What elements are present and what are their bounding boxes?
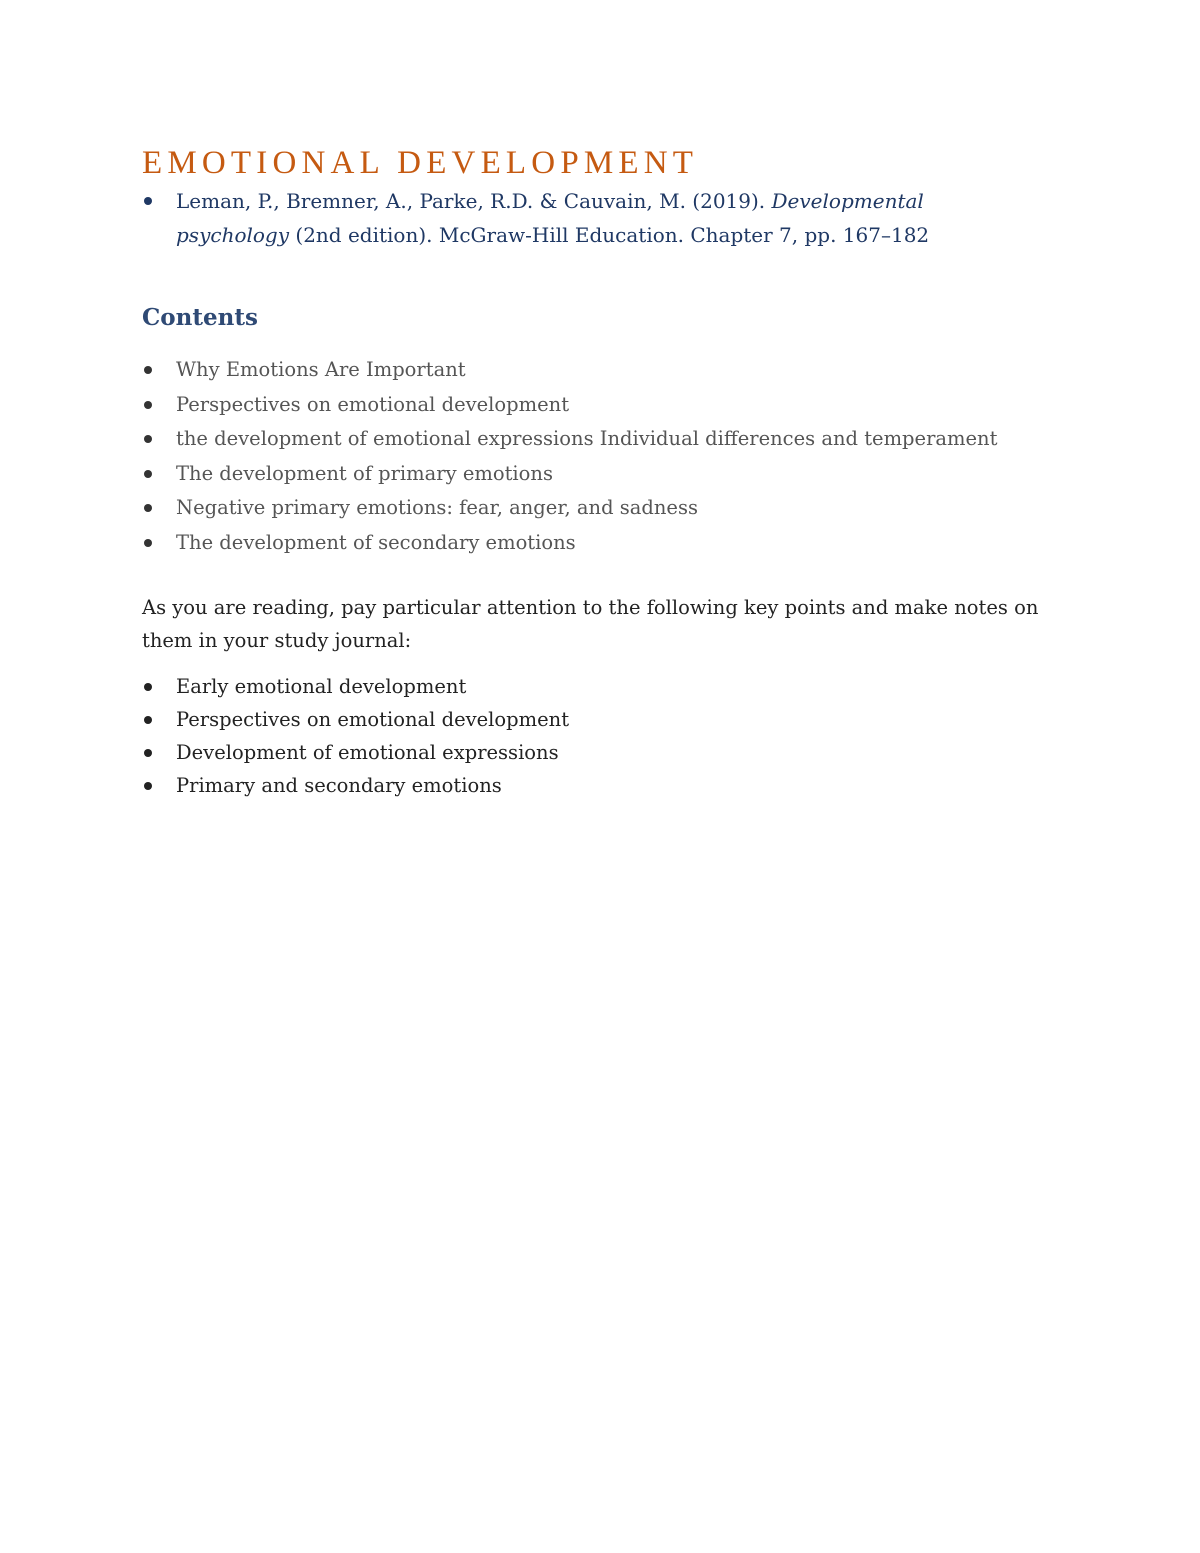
contents-item (142, 457, 997, 492)
bullet-icon (144, 539, 152, 547)
bullet-icon (144, 683, 152, 691)
key-points-list (142, 670, 569, 802)
key-point-label: Perspectives on emotional development (176, 708, 570, 731)
bullet-icon (144, 504, 152, 512)
contents-item-label: Negative primary emotions: fear, anger, and sadness (176, 496, 698, 519)
bullet-icon (144, 197, 152, 205)
bullet-icon (144, 716, 152, 724)
bullet-icon (144, 366, 152, 374)
key-point-item (142, 670, 569, 703)
contents-item (142, 526, 997, 561)
contents-item (142, 353, 997, 388)
bullet-icon (144, 749, 152, 757)
document-title: EMOTIONAL DEVELOPMENT (142, 145, 699, 181)
contents-heading: Contents (142, 304, 258, 331)
reference-book-title: Developmental psychology (176, 189, 924, 247)
reference-authors-year: Leman, P., Bremner, A., Parke, R.D. & Cauvain, M. (2019). (176, 189, 772, 213)
key-point-item (142, 736, 569, 769)
intro-paragraph: As you are reading, pay particular attention to the following key points and make notes on them in your study journal: (142, 596, 1039, 652)
key-point-label: Early emotional development (176, 675, 467, 698)
key-point-label: Primary and secondary emotions (176, 774, 502, 797)
contents-item-label: Perspectives on emotional development (176, 392, 570, 416)
key-point-label: Development of emotional expressions (176, 741, 559, 764)
reference-list (142, 184, 1042, 252)
contents-item-label: The development of primary emotions (176, 461, 553, 485)
key-point-item (142, 703, 569, 736)
contents-list (142, 353, 997, 560)
reference-item (142, 184, 1042, 252)
bullet-icon (144, 401, 152, 409)
bullet-icon (144, 470, 152, 478)
contents-item (142, 388, 997, 423)
contents-item (142, 491, 997, 526)
key-point-item (142, 769, 569, 802)
contents-item-label: Why Emotions Are Important (176, 358, 466, 381)
bullet-icon (144, 435, 152, 443)
reference-details: (2nd edition). McGraw-Hill Education. Chapter 7, pp. 167–182 (289, 223, 930, 247)
contents-item (142, 422, 997, 457)
contents-item-label: The development of secondary emotions (176, 530, 576, 554)
contents-item-label: the development of emotional expressions Individual differences and temperament (176, 427, 998, 450)
bullet-icon (144, 782, 152, 790)
